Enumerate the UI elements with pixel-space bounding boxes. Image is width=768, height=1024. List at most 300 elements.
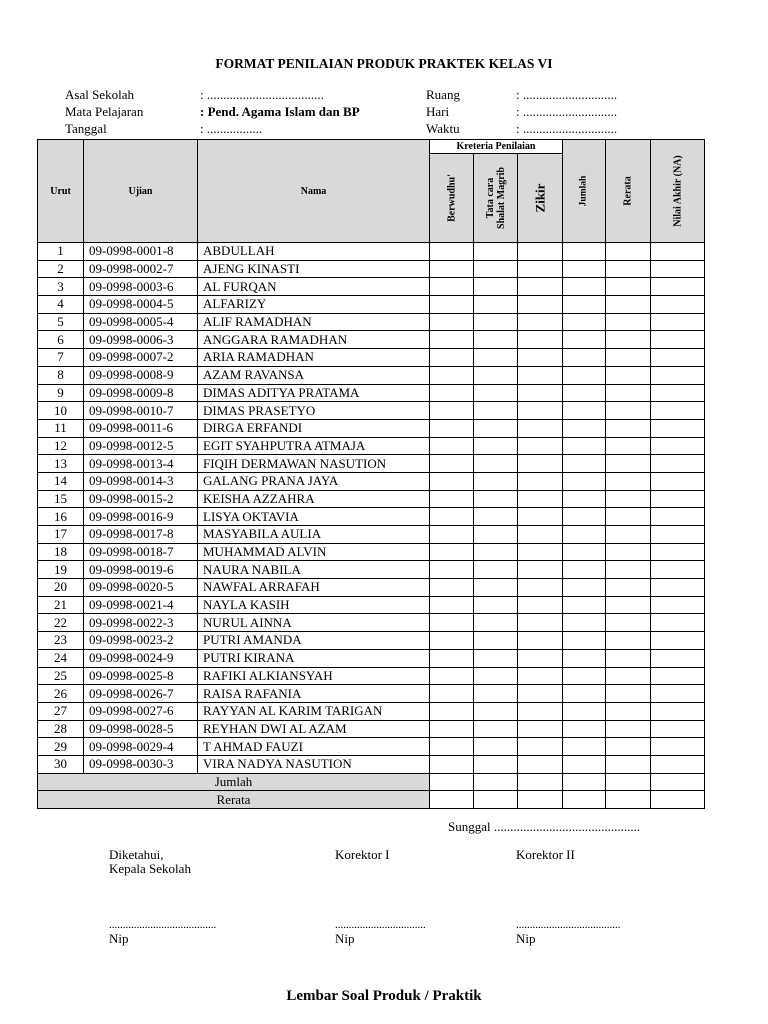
row-exam-number: 09-0998-0029-4 [84,738,198,756]
row-number: 17 [38,526,84,544]
mata-pelajaran-label: Mata Pelajaran [65,104,144,119]
footer-title: Lembar Soal Produk / Praktik [286,988,482,1004]
score-berwudhu-cell[interactable] [430,596,474,614]
row-number: 15 [38,490,84,508]
row-exam-number: 09-0998-0019-6 [84,561,198,579]
score-nilai-akhir-cell[interactable] [651,685,705,703]
score-zikir-cell[interactable] [518,419,563,437]
score-rerata-cell[interactable] [606,596,651,614]
score-tata-cara-cell[interactable] [474,632,518,650]
score-berwudhu-cell[interactable] [430,313,474,331]
score-rerata-cell[interactable] [606,508,651,526]
score-nilai-akhir-cell[interactable] [651,649,705,667]
row-number: 23 [38,632,84,650]
row-student-name: T AHMAD FAUZI [198,738,430,756]
score-tata-cara-cell[interactable] [474,596,518,614]
rerata-label: Rerata [38,791,430,809]
score-rerata-cell[interactable] [606,526,651,544]
table-row [38,384,705,402]
score-jumlah-cell[interactable] [563,755,606,773]
row-student-name: ALFARIZY [198,296,430,314]
score-nilai-akhir-cell[interactable] [651,243,705,261]
score-tata-cara-cell[interactable] [474,331,518,349]
score-zikir-cell[interactable] [518,649,563,667]
row-exam-number: 09-0998-0026-7 [84,685,198,703]
score-tata-cara-cell[interactable] [474,296,518,314]
score-nilai-akhir-cell[interactable] [651,702,705,720]
jumlah-label: Jumlah [38,773,430,791]
row-student-name: VIRA NADYA NASUTION [198,755,430,773]
score-zikir-cell[interactable] [518,313,563,331]
row-exam-number: 09-0998-0017-8 [84,526,198,544]
table-row [38,685,705,703]
score-zikir-cell[interactable] [518,720,563,738]
row-student-name: KEISHA AZZAHRA [198,490,430,508]
score-nilai-akhir-cell[interactable] [651,455,705,473]
row-number: 24 [38,649,84,667]
score-zikir-cell[interactable] [518,632,563,650]
table-row [38,455,705,473]
score-jumlah-cell[interactable] [563,243,606,261]
score-rerata-cell[interactable] [606,243,651,261]
score-rerata-cell[interactable] [606,313,651,331]
score-jumlah-cell[interactable] [563,702,606,720]
score-berwudhu-cell[interactable] [430,720,474,738]
nip-2: Nip [335,931,355,946]
score-nilai-akhir-cell[interactable] [651,331,705,349]
score-zikir-cell[interactable] [518,579,563,597]
score-tata-cara-cell[interactable] [474,738,518,756]
row-student-name: ARIA RAMADHAN [198,349,430,367]
score-berwudhu-cell[interactable] [430,561,474,579]
score-nilai-akhir-cell[interactable] [651,366,705,384]
score-tata-cara-cell[interactable] [474,243,518,261]
row-number: 28 [38,720,84,738]
score-tata-cara-cell[interactable] [474,543,518,561]
score-rerata-cell[interactable] [606,720,651,738]
row-number: 30 [38,755,84,773]
score-rerata-cell[interactable] [606,755,651,773]
waktu-label: Waktu [426,121,460,136]
row-student-name: RAYYAN AL KARIM TARIGAN [198,702,430,720]
row-exam-number: 09-0998-0007-2 [84,349,198,367]
row-exam-number: 09-0998-0001-8 [84,243,198,261]
score-nilai-akhir-cell[interactable] [651,472,705,490]
score-zikir-cell[interactable] [518,296,563,314]
row-number: 10 [38,402,84,420]
score-zikir-cell[interactable] [518,561,563,579]
row-student-name: NURUL AINNA [198,614,430,632]
table-row [38,472,705,490]
score-rerata-cell[interactable] [606,349,651,367]
row-student-name: REYHAN DWI AL AZAM [198,720,430,738]
header-rerata [606,140,651,243]
row-student-name: DIMAS PRASETYO [198,402,430,420]
score-rerata-cell[interactable] [606,278,651,296]
row-number: 9 [38,384,84,402]
place-date: Sunggal ............................................. [448,819,641,834]
row-student-name: FIQIH DERMAWAN NASUTION [198,455,430,473]
score-rerata-cell[interactable] [606,472,651,490]
row-exam-number: 09-0998-0011-6 [84,419,198,437]
score-berwudhu-cell[interactable] [430,526,474,544]
score-zikir-cell[interactable] [518,685,563,703]
score-berwudhu-cell[interactable] [430,702,474,720]
score-rerata-cell[interactable] [606,632,651,650]
score-berwudhu-cell[interactable] [430,632,474,650]
row-exam-number: 09-0998-0013-4 [84,455,198,473]
table-body [38,243,705,774]
score-jumlah-cell[interactable] [563,419,606,437]
row-student-name: DIRGA ERFANDI [198,419,430,437]
score-rerata-cell[interactable] [606,738,651,756]
row-number: 6 [38,331,84,349]
page-title: FORMAT PENILAIAN PRODUK PRAKTEK KELAS VI [215,56,553,71]
row-exam-number: 09-0998-0020-5 [84,579,198,597]
score-tata-cara-cell[interactable] [474,260,518,278]
score-rerata-cell[interactable] [606,331,651,349]
row-exam-number: 09-0998-0006-3 [84,331,198,349]
score-tata-cara-cell[interactable] [474,526,518,544]
row-exam-number: 09-0998-0030-3 [84,755,198,773]
row-student-name: EGIT SYAHPUTRA ATMAJA [198,437,430,455]
row-student-name: LISYA OKTAVIA [198,508,430,526]
score-berwudhu-cell[interactable] [430,296,474,314]
score-tata-cara-cell[interactable] [474,685,518,703]
score-nilai-akhir-cell[interactable] [651,260,705,278]
assessment-table [37,139,705,809]
score-rerata-cell[interactable] [606,455,651,473]
table-row [38,313,705,331]
row-exam-number: 09-0998-0009-8 [84,384,198,402]
score-tata-cara-cell[interactable] [474,472,518,490]
row-number: 1 [38,243,84,261]
score-rerata-cell[interactable] [606,402,651,420]
score-berwudhu-cell[interactable] [430,649,474,667]
score-berwudhu-cell[interactable] [430,543,474,561]
table-row [38,614,705,632]
row-exam-number: 09-0998-0002-7 [84,260,198,278]
row-number: 16 [38,508,84,526]
score-jumlah-cell[interactable] [563,667,606,685]
row-exam-number: 09-0998-0027-6 [84,702,198,720]
row-number: 29 [38,738,84,756]
row-number: 5 [38,313,84,331]
header-nilai-akhir-label: Nilai Akhir (NA) [672,155,683,227]
row-student-name: AL FURQAN [198,278,430,296]
score-nilai-akhir-cell[interactable] [651,508,705,526]
row-number: 14 [38,472,84,490]
row-student-name: NAYLA KASIH [198,596,430,614]
score-tata-cara-cell[interactable] [474,508,518,526]
score-berwudhu-cell[interactable] [430,508,474,526]
score-nilai-akhir-cell[interactable] [651,278,705,296]
row-exam-number: 09-0998-0018-7 [84,543,198,561]
score-jumlah-cell[interactable] [563,596,606,614]
score-tata-cara-cell[interactable] [474,561,518,579]
score-tata-cara-cell[interactable] [474,667,518,685]
score-tata-cara-cell[interactable] [474,278,518,296]
score-rerata-cell[interactable] [606,490,651,508]
score-rerata-cell[interactable] [606,419,651,437]
table-row [38,402,705,420]
row-number: 3 [38,278,84,296]
score-jumlah-cell[interactable] [563,455,606,473]
score-zikir-cell[interactable] [518,384,563,402]
table-row [38,667,705,685]
row-exam-number: 09-0998-0003-6 [84,278,198,296]
score-tata-cara-cell[interactable] [474,649,518,667]
row-student-name: GALANG PRANA JAYA [198,472,430,490]
score-rerata-cell[interactable] [606,543,651,561]
row-number: 22 [38,614,84,632]
row-student-name: AZAM RAVANSA [198,366,430,384]
score-zikir-cell[interactable] [518,738,563,756]
tanggal-value: : ................. [200,121,263,136]
score-tata-cara-cell[interactable] [474,720,518,738]
score-berwudhu-cell[interactable] [430,402,474,420]
score-rerata-cell[interactable] [606,561,651,579]
score-tata-cara-cell[interactable] [474,402,518,420]
score-zikir-cell[interactable] [518,526,563,544]
row-number: 4 [38,296,84,314]
score-jumlah-cell[interactable] [563,526,606,544]
signature-line-2: ................................. [335,919,426,931]
row-student-name: ALIF RAMADHAN [198,313,430,331]
score-jumlah-cell[interactable] [563,508,606,526]
table-row [38,720,705,738]
score-jumlah-cell[interactable] [563,649,606,667]
row-student-name: ABDULLAH [198,243,430,261]
row-exam-number: 09-0998-0023-2 [84,632,198,650]
score-zikir-cell[interactable] [518,755,563,773]
table-row [38,419,705,437]
score-nilai-akhir-cell[interactable] [651,561,705,579]
score-rerata-cell[interactable] [606,260,651,278]
score-jumlah-cell[interactable] [563,402,606,420]
header-berwudhu-label: Berwudhu' [446,174,457,222]
score-rerata-cell[interactable] [606,437,651,455]
score-zikir-cell[interactable] [518,260,563,278]
score-tata-cara-cell[interactable] [474,702,518,720]
score-zikir-cell[interactable] [518,614,563,632]
tanggal-label: Tanggal [65,121,107,136]
header-rerata-label: Rerata [622,176,634,206]
kepala-sekolah-label: Kepala Sekolah [109,861,191,876]
table-row [38,366,705,384]
score-berwudhu-cell[interactable] [430,437,474,455]
table-row [38,579,705,597]
score-zikir-cell[interactable] [518,667,563,685]
score-tata-cara-cell[interactable] [474,579,518,597]
table-row [38,561,705,579]
table-row [38,755,705,773]
score-nilai-akhir-cell[interactable] [651,402,705,420]
score-nilai-akhir-cell[interactable] [651,349,705,367]
row-student-name: MUHAMMAD ALVIN [198,543,430,561]
nip-1: Nip [109,931,129,946]
score-jumlah-cell[interactable] [563,685,606,703]
score-jumlah-cell[interactable] [563,384,606,402]
score-nilai-akhir-cell[interactable] [651,738,705,756]
score-tata-cara-cell[interactable] [474,614,518,632]
score-zikir-cell[interactable] [518,331,563,349]
score-jumlah-cell[interactable] [563,366,606,384]
score-jumlah-cell[interactable] [563,296,606,314]
score-zikir-cell[interactable] [518,455,563,473]
score-nilai-akhir-cell[interactable] [651,720,705,738]
score-berwudhu-cell[interactable] [430,472,474,490]
score-berwudhu-cell[interactable] [430,579,474,597]
row-exam-number: 09-0998-0015-2 [84,490,198,508]
ruang-label: Ruang [426,87,460,102]
score-nilai-akhir-cell[interactable] [651,632,705,650]
row-exam-number: 09-0998-0028-5 [84,720,198,738]
score-berwudhu-cell[interactable] [430,667,474,685]
table-row [38,649,705,667]
header-berwudhu [430,154,474,243]
score-tata-cara-cell[interactable] [474,366,518,384]
score-tata-cara-cell[interactable] [474,349,518,367]
header-zikir-label: Zikir [532,183,548,213]
header-nama: Nama [198,140,430,243]
row-number: 25 [38,667,84,685]
row-exam-number: 09-0998-0010-7 [84,402,198,420]
row-number: 2 [38,260,84,278]
score-zikir-cell[interactable] [518,702,563,720]
score-rerata-cell[interactable] [606,384,651,402]
score-berwudhu-cell[interactable] [430,614,474,632]
score-jumlah-cell[interactable] [563,614,606,632]
score-berwudhu-cell[interactable] [430,331,474,349]
score-nilai-akhir-cell[interactable] [651,384,705,402]
score-jumlah-cell[interactable] [563,720,606,738]
row-exam-number: 09-0998-0024-9 [84,649,198,667]
score-berwudhu-cell[interactable] [430,755,474,773]
score-rerata-cell[interactable] [606,579,651,597]
score-jumlah-cell[interactable] [563,561,606,579]
score-nilai-akhir-cell[interactable] [651,543,705,561]
score-zikir-cell[interactable] [518,508,563,526]
score-berwudhu-cell[interactable] [430,260,474,278]
header-zikir [518,154,563,243]
score-jumlah-cell[interactable] [563,313,606,331]
score-berwudhu-cell[interactable] [430,384,474,402]
score-tata-cara-cell[interactable] [474,419,518,437]
score-zikir-cell[interactable] [518,243,563,261]
score-tata-cara-cell[interactable] [474,384,518,402]
score-rerata-cell[interactable] [606,366,651,384]
score-berwudhu-cell[interactable] [430,366,474,384]
score-tata-cara-cell[interactable] [474,490,518,508]
score-berwudhu-cell[interactable] [430,278,474,296]
score-nilai-akhir-cell[interactable] [651,596,705,614]
table-row [38,437,705,455]
score-jumlah-cell[interactable] [563,437,606,455]
score-nilai-akhir-cell[interactable] [651,579,705,597]
score-zikir-cell[interactable] [518,596,563,614]
table-row [38,296,705,314]
header-ujian: Ujian [84,140,198,243]
score-rerata-cell[interactable] [606,614,651,632]
score-zikir-cell[interactable] [518,349,563,367]
score-rerata-cell[interactable] [606,702,651,720]
row-exam-number: 09-0998-0025-8 [84,667,198,685]
score-zikir-cell[interactable] [518,472,563,490]
score-zikir-cell[interactable] [518,278,563,296]
row-exam-number: 09-0998-0008-9 [84,366,198,384]
row-student-name: PUTRI AMANDA [198,632,430,650]
score-berwudhu-cell[interactable] [430,349,474,367]
score-zikir-cell[interactable] [518,402,563,420]
score-berwudhu-cell[interactable] [430,243,474,261]
score-nilai-akhir-cell[interactable] [651,296,705,314]
score-berwudhu-cell[interactable] [430,419,474,437]
score-jumlah-cell[interactable] [563,331,606,349]
score-zikir-cell[interactable] [518,490,563,508]
score-jumlah-cell[interactable] [563,472,606,490]
score-jumlah-cell[interactable] [563,632,606,650]
score-tata-cara-cell[interactable] [474,455,518,473]
row-student-name: AJENG KINASTI [198,260,430,278]
score-nilai-akhir-cell[interactable] [651,526,705,544]
score-nilai-akhir-cell[interactable] [651,313,705,331]
score-nilai-akhir-cell[interactable] [651,419,705,437]
score-jumlah-cell[interactable] [563,278,606,296]
score-tata-cara-cell[interactable] [474,313,518,331]
row-number: 12 [38,437,84,455]
score-berwudhu-cell[interactable] [430,685,474,703]
score-rerata-cell[interactable] [606,649,651,667]
row-number: 11 [38,419,84,437]
score-berwudhu-cell[interactable] [430,490,474,508]
score-rerata-cell[interactable] [606,296,651,314]
score-jumlah-cell[interactable] [563,579,606,597]
score-nilai-akhir-cell[interactable] [651,667,705,685]
table-row [38,543,705,561]
score-jumlah-cell[interactable] [563,260,606,278]
score-zikir-cell[interactable] [518,437,563,455]
diketahui-label: Diketahui, [109,847,164,862]
row-number: 26 [38,685,84,703]
score-nilai-akhir-cell[interactable] [651,755,705,773]
table-row [38,526,705,544]
score-nilai-akhir-cell[interactable] [651,437,705,455]
jumlah-row [38,773,705,791]
score-jumlah-cell[interactable] [563,349,606,367]
signature-line-1: ....................................... [109,919,217,931]
score-zikir-cell[interactable] [518,543,563,561]
row-exam-number: 09-0998-0012-5 [84,437,198,455]
score-tata-cara-cell[interactable] [474,437,518,455]
score-jumlah-cell[interactable] [563,738,606,756]
score-rerata-cell[interactable] [606,667,651,685]
score-nilai-akhir-cell[interactable] [651,490,705,508]
score-tata-cara-cell[interactable] [474,755,518,773]
row-student-name: NAWFAL ARRAFAH [198,579,430,597]
table-row [38,243,705,261]
score-rerata-cell[interactable] [606,685,651,703]
score-nilai-akhir-cell[interactable] [651,614,705,632]
score-jumlah-cell[interactable] [563,543,606,561]
row-number: 21 [38,596,84,614]
score-berwudhu-cell[interactable] [430,455,474,473]
score-berwudhu-cell[interactable] [430,738,474,756]
row-student-name: ANGGARA RAMADHAN [198,331,430,349]
waktu-value: : ............................. [516,121,618,136]
score-jumlah-cell[interactable] [563,490,606,508]
score-zikir-cell[interactable] [518,366,563,384]
